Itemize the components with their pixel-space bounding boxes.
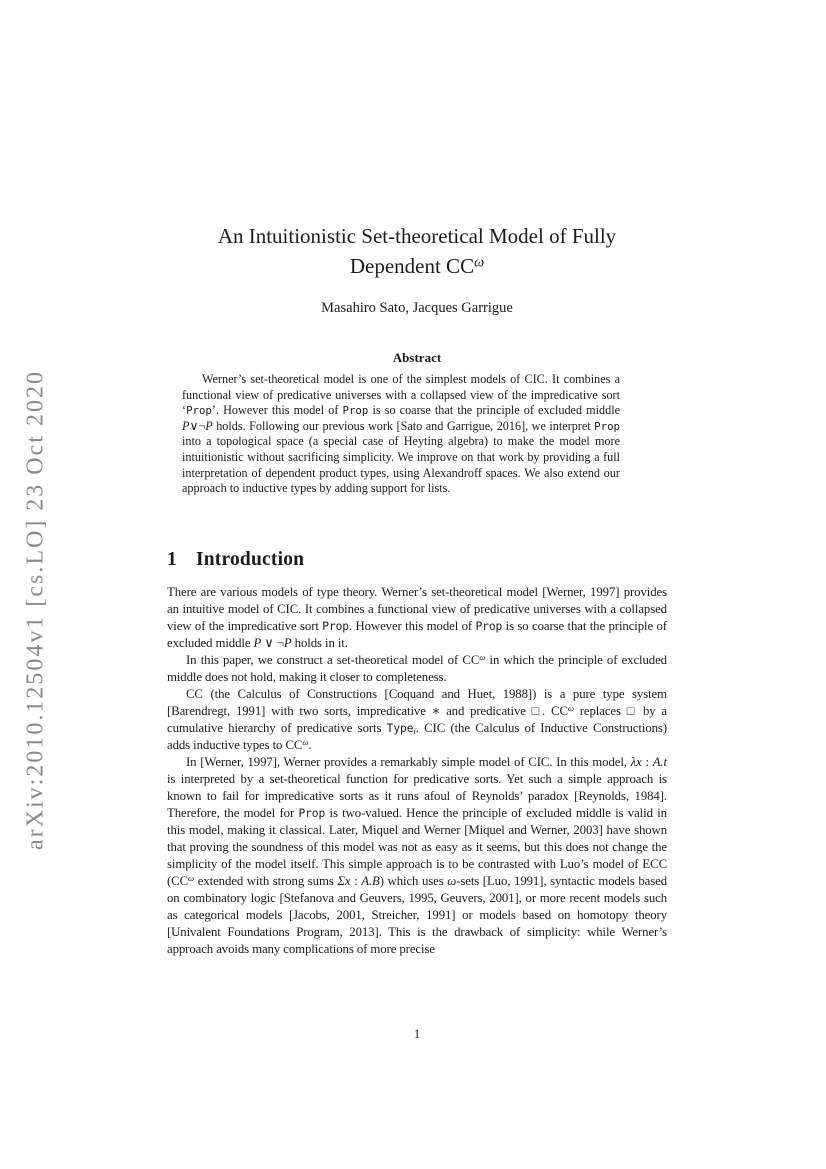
section-number: 1 — [167, 549, 177, 570]
arxiv-stamp: arXiv:2010.12504v1 [cs.LO] 23 Oct 2020 — [22, 370, 49, 850]
paper-title — [167, 221, 667, 281]
intro-paragraph-3: CC (the Calculus of Constructions [Coquand and Huet, 1988]) is a pure type system [Barendregt, 1991] with two sorts, impredicative ∗ and predicative □. $CC^\omega$ replaces □ by a cumulative hierarchy of predicative sorts Typei. CIC (the Calculus of Inductive Constructions) adds inductive types to $CC^\omega$. — [167, 687, 667, 752]
paper-title-line-1: An Intuitionistic Set-theoretical Model of Fully — [217, 224, 617, 248]
intro-paragraph-2: In this paper, we construct a set-theoretical model of $CC^\omega$ in which the principle of excluded middle does not hold, making it closer to completeness. — [167, 652, 667, 684]
section-title: Introduction — [195, 549, 305, 570]
paper-title-line-2: Dependent $CC^\omega$ — [349, 254, 485, 278]
abstract-paragraph: Werner’s set-theoretical model is one of the simplest models of CIC. It combines a functional view of predicative universes with a collapsed view of the impredicative sort ‘Prop’. However this model of Prop is so coarse that the principle of excluded middle P∨¬P holds. Following our previous work [Sato and Garrigue, 2016], we interpret Prop into a topological space (a special case of Heyting algebra) to make the model more intuitionistic without sacrificing simplicity. We improve on that work by providing a full interpretation of dependent product types, using Alexandroff spaces. We also extend our approach to inductive types by adding support for lists. — [182, 372, 621, 496]
introduction-text — [167, 584, 667, 958]
section-heading-introduction — [167, 549, 304, 571]
abstract-heading: Abstract — [392, 350, 442, 365]
paper-authors: Masahiro Sato, Jacques Garrigue — [321, 300, 513, 316]
intro-paragraph-1: There are various models of type theory. Werner’s set-theoretical model [Werner, 1997] provides an intuitive model of CIC. It combines a functional view of predicative universes with a collapsed view of the impredicative sort Prop. However this model of Prop is so coarse that the principle of excluded middle P ∨ ¬P holds in it. — [167, 585, 667, 650]
page-number: 1 — [413, 1027, 421, 1041]
intro-paragraph-4: In [Werner, 1997], Werner provides a remarkably simple model of CIC. In this model, λx : A.t is interpreted by a set-theoretical function for predicative sorts. Yet such a simple approach is known to fail for impredicative sorts as it runs afoul of Reynolds’ paradox [Reynolds, 1984]. Therefore, the model for Prop is two-valued. Hence the principle of excluded middle is valid in this model, making it classical. Later, Miquel and Werner [Miquel and Werner, 2003] have shown that proving the soundness of this model was not as easy as it seems, but this does not change the simplicity of the model itself. This simple approach is to be contrasted with Luo’s model of ECC ($CC^\omega$ extended with strong sums Σx : A.B) which uses ω-sets [Luo, 1991], syntactic models based on combinatory logic [Stefanova and Geuvers, 1995, Geuvers, 2001], or more recent models such as categorical models [Jacobs, 2001, Streicher, 1991] or models based on homotopy theory [Univalent Foundations Program, 2013]. This is the drawback of simplicity: while Werner’s approach avoids many complications of more precise — [167, 755, 667, 956]
paper-content-column — [167, 0, 667, 1169]
